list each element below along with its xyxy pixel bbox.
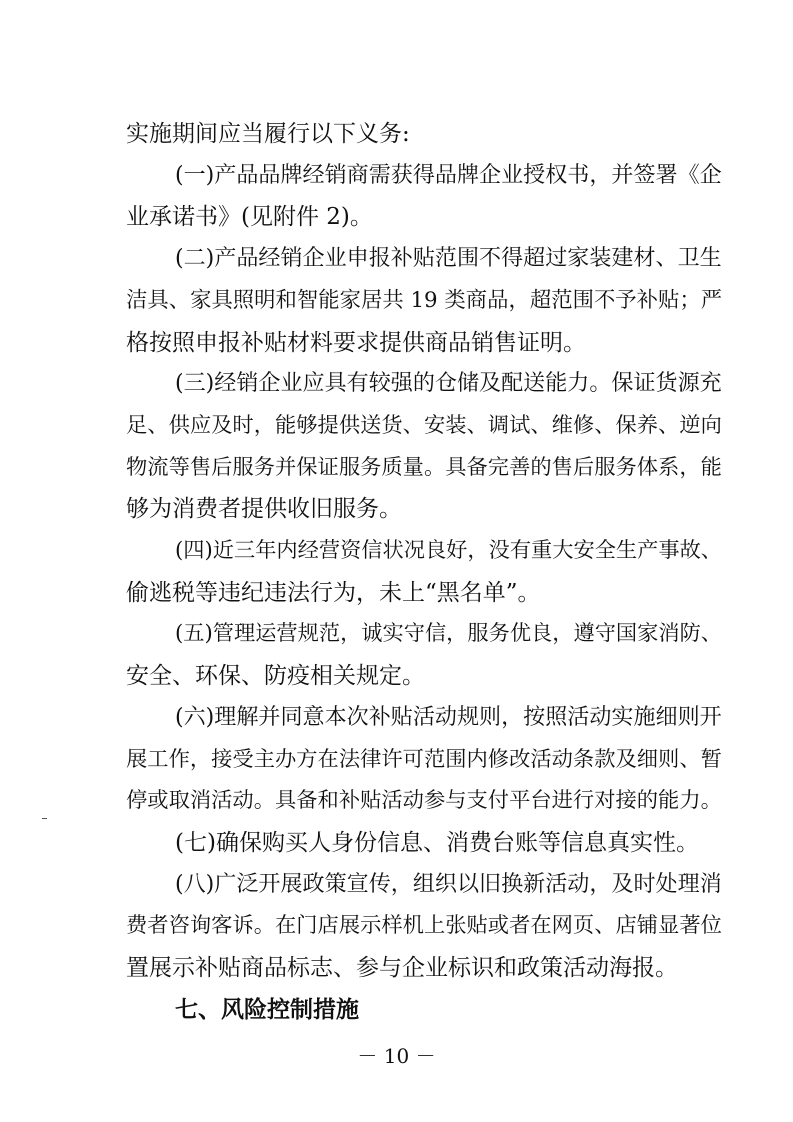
text-line-15: (六)理解并同意本次补贴活动规则，按照活动实施细则开 xyxy=(175,705,722,730)
text-line-9: 物流等售后服务并保证服务质量。具备完善的售后服务体系，能 xyxy=(126,455,722,480)
section-heading: 七、风险控制措施 xyxy=(175,997,359,1023)
text-line-8: 足、供应及时，能够提供送货、安装、调试、维修、保养、逆向 xyxy=(126,413,722,438)
text-line-20: 费者咨询客诉。在门店展示样机上张贴或者在网页、店铺显著位 xyxy=(126,913,722,938)
text-line-13: (五)管理运营规范，诚实守信，服务优良，遵守国家消防、 xyxy=(175,621,723,646)
text-line-12: 偷逃税等违纪违法行为，未上“黑名单”。 xyxy=(126,580,541,606)
text-line-19: (八)广泛开展政策宣传，组织以旧换新活动，及时处理消 xyxy=(175,872,722,897)
text-line-2: (一)产品品牌经销商需获得品牌企业授权书，并签署《企 xyxy=(175,163,722,188)
text-line-18: (七)确保购买人身份信息、消费台账等信息真实性。 xyxy=(175,830,699,856)
text-line-16: 展工作，接受主办方在法律许可范围内修改活动条款及细则、暂 xyxy=(126,747,722,772)
text-line-21: 置展示补贴商品标志、参与企业标识和政策活动海报。 xyxy=(126,955,678,981)
text-line-7: (三)经销企业应具有较强的仓储及配送能力。保证货源充 xyxy=(175,371,722,396)
text-line-6: 格按照申报补贴材料要求提供商品销售证明。 xyxy=(126,330,586,356)
text-line-5: 洁具、家具照明和智能家居共 19 类商品，超范围不予补贴；严 xyxy=(126,288,723,313)
text-line-3: 业承诺书》(见附件 2)。 xyxy=(126,204,373,230)
page-number: － 10 － xyxy=(357,1044,436,1068)
text-line-1: 实施期间应当履行以下义务: xyxy=(126,121,410,147)
text-line-4: (二)产品经销企业申报补贴范围不得超过家装建材、卫生 xyxy=(175,246,722,271)
text-line-10: 够为消费者提供收旧服务。 xyxy=(126,496,402,522)
text-line-14: 安全、环保、防疫相关规定。 xyxy=(126,663,425,689)
text-line-17: 停或取消活动。具备和补贴活动参与支付平台进行对接的能力。 xyxy=(126,788,722,813)
margin-mark xyxy=(42,818,47,819)
text-line-11: (四)近三年内经营资信状况良好，没有重大安全生产事故、 xyxy=(175,538,723,563)
